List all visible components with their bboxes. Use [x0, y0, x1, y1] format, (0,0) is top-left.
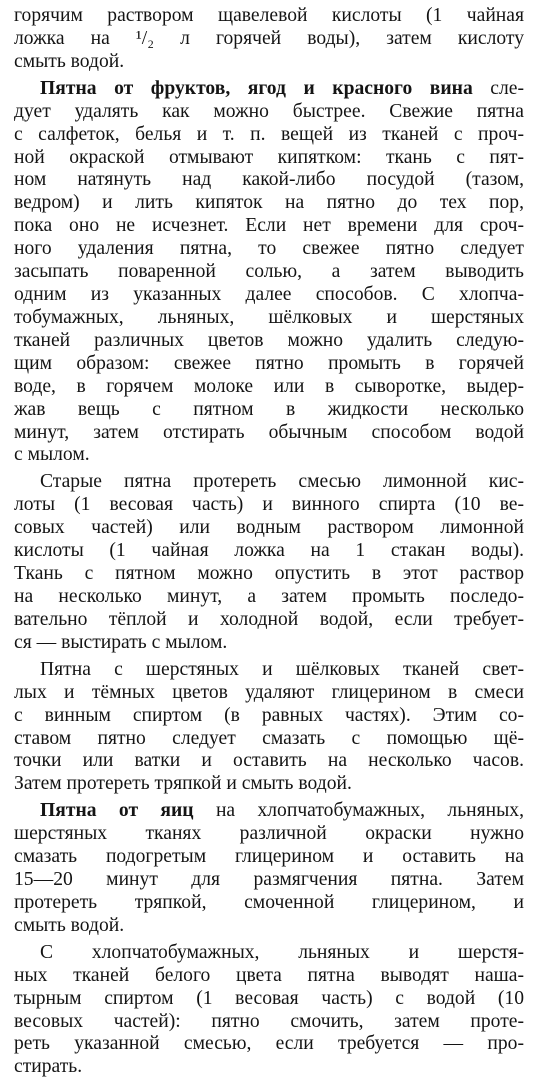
line-text: щим образом: свежее пятно промыть в горячей	[14, 352, 524, 374]
line-text: реть указанной смесью, если требуется — про-	[14, 1033, 524, 1055]
line-text: Затем протереть тряпкой и смыть водой.	[14, 773, 352, 795]
line-text: стирать.	[14, 1056, 83, 1078]
line-text: с мылом.	[14, 444, 90, 466]
line-text: лых и тёмных цветов удаляют глицерином в смеси	[14, 681, 524, 703]
line-text: вательно тёплой и холодной водой, если требует-	[14, 608, 524, 630]
text-line	[14, 1054, 524, 1080]
line-text: тканей различных цветов можно удалить следую-	[14, 329, 524, 351]
text-line	[14, 49, 524, 75]
line-text: точки или ватки и оставить на несколько часов.	[14, 750, 524, 772]
line-text: лоты (1 весовая часть) и винного спирта (10 ве-	[14, 494, 524, 516]
line-text: ся — выстирать с мылом.	[14, 631, 228, 653]
line-text: минут, затем отстирать обычным способом водой	[14, 421, 524, 443]
line-text: шерстяных тканях различной окраски нужно	[14, 823, 524, 845]
line-text: с салфеток, белья и т. п. вещей из тканей с проч-	[14, 123, 524, 145]
line-text: горячим раствором щавелевой кислоты (1 чайная	[14, 5, 524, 26]
text-line	[14, 913, 524, 939]
line-text: ложка на ¹/₂ л горячей воды), затем кислоту	[14, 27, 524, 49]
line-text: сле-	[472, 77, 524, 99]
line-text: кислоты (1 чайная ложка на 1 стакан воды).	[14, 540, 524, 562]
line-text: Старые пятна протереть смесью лимонной кис-	[40, 471, 524, 493]
line-text: на хлопчатобумажных, льняных,	[193, 800, 524, 822]
line-text: засыпать поваренной солью, а затем выводить	[14, 261, 524, 283]
line-text: ного удаления пятна, то свежее пятно следует	[14, 238, 524, 260]
text-line	[14, 771, 524, 797]
line-text: тобумажных, льняных, шёлковых и шерстяных	[14, 306, 524, 328]
line-text: одним из указанных далее способов. С хлопча-	[14, 284, 524, 306]
line-text: 15—20 минут для размягчения пятна. Затем	[14, 869, 524, 891]
bold-heading: Пятна от фруктов, ягод и красного вина	[40, 77, 473, 99]
text-line	[14, 442, 524, 468]
line-text: совых частей) или водным раствором лимонной	[14, 517, 524, 539]
line-text: дует удалять как можно быстрее. Свежие пятна	[14, 100, 524, 122]
line-text: Пятна с шерстяных и шёлковых тканей свет-	[40, 658, 524, 680]
line-text: смыть водой.	[14, 50, 125, 72]
line-text: ставом пятно следует смазать с помощью щё-	[14, 727, 524, 749]
line-text: Ткань с пятном можно опустить в этот раствор	[14, 563, 524, 585]
line-text: ведром) и лить кипяток на пятно до тех пор,	[14, 192, 524, 214]
bold-heading: Пятна от яиц	[40, 800, 194, 822]
line-text: ном натянуть над какой-либо посудой (тазом,	[14, 169, 524, 191]
line-text: смыть водой.	[14, 914, 125, 936]
line-text: смазать подогретым глицерином и оставить на	[14, 846, 524, 868]
line-text: на несколько минут, а затем промыть последо-	[14, 586, 524, 607]
text-line	[14, 630, 524, 656]
line-text: жав вещь с пятном в жидкости несколько	[14, 398, 524, 420]
line-text: пока оно не исчезнет. Если нет времени для сроч-	[14, 215, 524, 237]
line-text: протереть тряпкой, смоченной глицерином, и	[14, 891, 524, 913]
line-text: весовых частей): пятно смочить, затем проте-	[14, 1010, 524, 1032]
line-text: ной окраской отмывают кипятком: ткань с пят-	[14, 146, 524, 168]
line-text: ных тканей белого цвета пятна выводят наша-	[14, 964, 524, 986]
line-text: С хлопчатобумажных, льняных и шерстя-	[40, 941, 524, 963]
line-text: воде, в горячем молоке или в сыворотке, выдер-	[14, 375, 524, 397]
line-text: тырным спиртом (1 весовая часть) с водой (10	[14, 987, 524, 1009]
line-text: с винным спиртом (в равных частях). Этим со-	[14, 704, 524, 726]
